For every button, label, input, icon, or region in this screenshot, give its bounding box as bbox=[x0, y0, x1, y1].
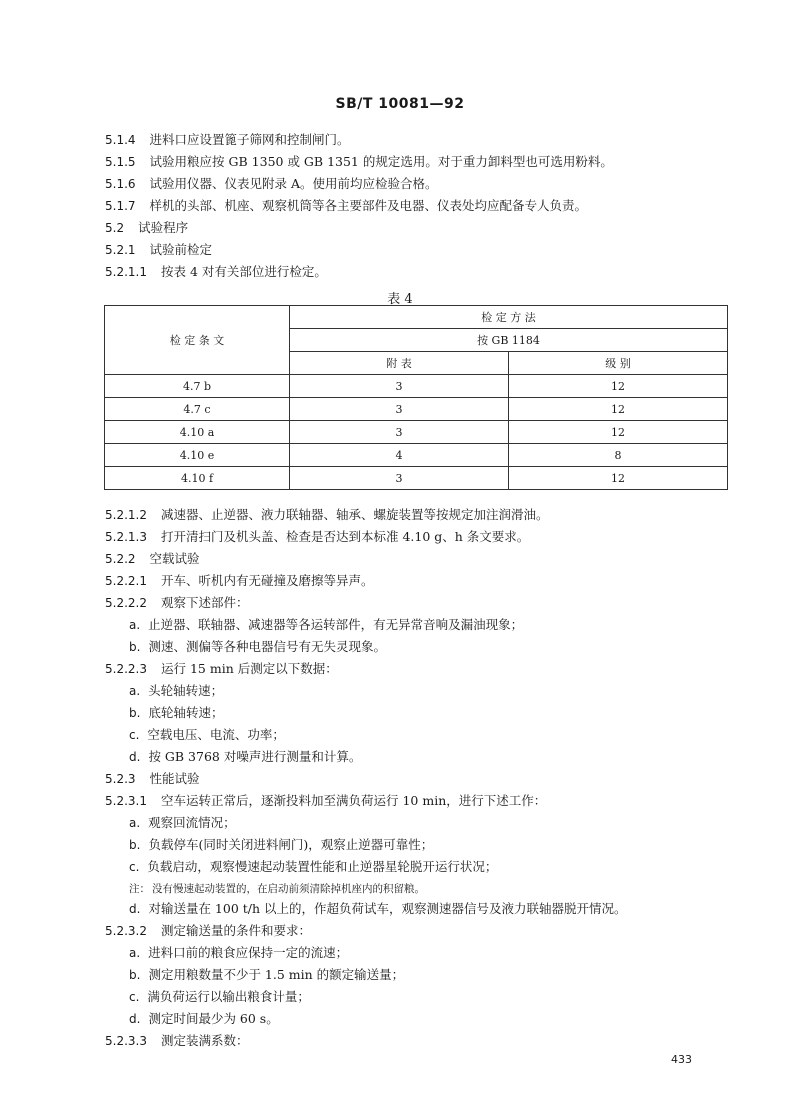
clause-5-2-1-2 bbox=[105, 506, 549, 524]
cell-table: 3 bbox=[290, 421, 509, 444]
item-text: 头轮轴转速； bbox=[148, 683, 224, 698]
list-item bbox=[129, 814, 236, 832]
item-letter: a. bbox=[129, 946, 141, 960]
clause-5-1-7 bbox=[105, 197, 587, 215]
item-letter: a. bbox=[129, 618, 141, 632]
clause-5-2-3-2 bbox=[105, 922, 311, 940]
clause-5-2-1-3 bbox=[105, 528, 529, 546]
item-letter: b. bbox=[129, 640, 141, 654]
clause-5-1-4 bbox=[105, 131, 350, 149]
cell-grade: 12 bbox=[509, 398, 728, 421]
item-text: 负载停车(同时关闭进料闸门)，观察止逆器可靠性； bbox=[148, 837, 434, 852]
clause-text: 进料口应设置篦子筛网和控制闸门。 bbox=[149, 132, 350, 147]
list-item bbox=[129, 900, 627, 918]
item-text: 测定时间最少为 60 s。 bbox=[148, 1011, 279, 1026]
item-text: 负载启动，观察慢速起动装置性能和止逆器星轮脱开运行状况； bbox=[147, 859, 498, 874]
clause-number: 5.2.2.1 bbox=[105, 574, 147, 588]
clause-5-2-3-3 bbox=[105, 1032, 249, 1050]
col-header-clause: 检 定 条 文 bbox=[105, 306, 290, 375]
item-text: 按 GB 3768 对噪声进行测量和计算。 bbox=[148, 749, 362, 764]
clause-text: 开车、听机内有无碰撞及磨擦等异声。 bbox=[160, 573, 374, 588]
item-letter: c. bbox=[129, 990, 140, 1004]
clause-number: 5.2.3 bbox=[105, 772, 136, 786]
cell-clause: 4.7 b bbox=[105, 375, 290, 398]
col-header-attached-table: 附 表 bbox=[290, 352, 509, 375]
note-text: 没有慢速起动装置的，在启动前须清除掉机座内的积留粮。 bbox=[152, 883, 425, 895]
item-text: 空载电压、电流、功率； bbox=[147, 727, 285, 742]
col-header-method: 检 定 方 法 bbox=[290, 306, 728, 329]
list-item bbox=[129, 616, 523, 634]
table-row bbox=[105, 444, 728, 467]
item-letter: c. bbox=[129, 860, 140, 874]
clause-number: 5.2.2.2 bbox=[105, 596, 147, 610]
clause-text: 空载试验 bbox=[149, 551, 200, 566]
clause-text: 性能试验 bbox=[149, 771, 200, 786]
table-row bbox=[105, 398, 728, 421]
cell-table: 3 bbox=[290, 467, 509, 490]
clause-number: 5.2.1 bbox=[105, 243, 136, 257]
clause-number: 5.2.3.3 bbox=[105, 1034, 147, 1048]
cell-table: 3 bbox=[290, 375, 509, 398]
item-text: 进料口前的粮食应保持一定的流速； bbox=[148, 945, 349, 960]
clause-number: 5.2.1.3 bbox=[105, 530, 147, 544]
clause-text: 测定装满系数： bbox=[160, 1033, 249, 1048]
cell-clause: 4.10 f bbox=[105, 467, 290, 490]
list-item bbox=[129, 966, 404, 984]
clause-text: 试验用粮应按 GB 1350 或 GB 1351 的规定选用。对于重力卸料型也可选用粉料。 bbox=[149, 154, 613, 169]
item-letter: b. bbox=[129, 968, 141, 982]
clause-number: 5.1.5 bbox=[105, 155, 136, 169]
note bbox=[129, 880, 425, 898]
list-item bbox=[129, 858, 497, 876]
clause-5-1-5 bbox=[105, 153, 613, 171]
page-number: 433 bbox=[671, 1053, 692, 1066]
clause-number: 5.1.7 bbox=[105, 199, 136, 213]
cell-clause: 4.7 c bbox=[105, 398, 290, 421]
item-text: 对输送量在 100 t/h 以上的，作超负荷试车，观察测速器信号及液力联轴器脱开情况。 bbox=[148, 901, 627, 916]
clause-number: 5.2.1.1 bbox=[105, 265, 147, 279]
cell-table: 4 bbox=[290, 444, 509, 467]
cell-grade: 12 bbox=[509, 375, 728, 398]
list-item bbox=[129, 682, 223, 700]
list-item bbox=[129, 988, 310, 1006]
item-letter: d. bbox=[129, 1012, 141, 1026]
clause-number: 5.2.2.3 bbox=[105, 662, 147, 676]
standard-header: SB/T 10081—92 bbox=[335, 96, 465, 112]
clause-5-1-6 bbox=[105, 175, 438, 193]
cell-clause: 4.10 a bbox=[105, 421, 290, 444]
clause-text: 样机的头部、机座、观察机筒等各主要部件及电器、仪表处均应配备专人负责。 bbox=[149, 198, 588, 213]
item-text: 满负荷运行以输出粮食计量； bbox=[147, 989, 310, 1004]
clause-5-2-1 bbox=[105, 241, 212, 259]
cell-grade: 12 bbox=[509, 421, 728, 444]
col-header-standard: 按 GB 1184 bbox=[290, 329, 728, 352]
item-letter: d. bbox=[129, 750, 141, 764]
cell-grade: 12 bbox=[509, 467, 728, 490]
list-item bbox=[129, 726, 285, 744]
clause-number: 5.1.4 bbox=[105, 133, 136, 147]
section-5-2 bbox=[105, 219, 188, 237]
clause-number: 5.2 bbox=[105, 221, 125, 235]
clause-text: 按表 4 对有关部位进行检定。 bbox=[160, 264, 327, 279]
cell-grade: 8 bbox=[509, 444, 728, 467]
item-text: 测定用粮数量不少于 1.5 min 的额定输送量； bbox=[148, 967, 405, 982]
table-row bbox=[105, 467, 728, 490]
cell-table: 3 bbox=[290, 398, 509, 421]
item-letter: a. bbox=[129, 684, 141, 698]
item-text: 测速、测偏等各种电器信号有无失灵现象。 bbox=[148, 639, 386, 654]
table-row bbox=[105, 375, 728, 398]
clause-text: 空车运转正常后，逐渐投料加至满负荷运行 10 min，进行下述工作： bbox=[160, 793, 547, 808]
list-item bbox=[129, 1010, 279, 1028]
clause-number: 5.1.6 bbox=[105, 177, 136, 191]
table-title: 表 4 bbox=[387, 292, 413, 307]
clause-5-2-2-1 bbox=[105, 572, 374, 590]
item-text: 观察回流情况； bbox=[148, 815, 236, 830]
clause-number: 5.2.1.2 bbox=[105, 508, 147, 522]
clause-text: 运行 15 min 后测定以下数据： bbox=[160, 661, 338, 676]
item-letter: b. bbox=[129, 838, 141, 852]
clause-5-2-3-1 bbox=[105, 792, 546, 810]
clause-5-2-1-1 bbox=[105, 263, 327, 281]
col-header-grade: 级 别 bbox=[509, 352, 728, 375]
clause-number: 5.2.3.2 bbox=[105, 924, 147, 938]
clause-text: 试验程序 bbox=[138, 220, 189, 235]
item-letter: c. bbox=[129, 728, 140, 742]
item-text: 止逆器、联轴器、减速器等各运转部件，有无异常音响及漏油现象； bbox=[148, 617, 524, 632]
clause-text: 试验用仪器、仪表见附录 A。使用前均应检验合格。 bbox=[149, 176, 438, 191]
item-letter: b. bbox=[129, 706, 141, 720]
clause-number: 5.2.3.1 bbox=[105, 794, 147, 808]
inspection-table bbox=[104, 305, 728, 490]
clause-5-2-2-2 bbox=[105, 594, 249, 612]
clause-text: 观察下述部件： bbox=[160, 595, 249, 610]
clause-5-2-2 bbox=[105, 550, 200, 568]
note-label: 注： bbox=[129, 883, 150, 895]
table-row bbox=[105, 421, 728, 444]
list-item bbox=[129, 638, 386, 656]
clause-5-2-3 bbox=[105, 770, 200, 788]
clause-text: 减速器、止逆器、液力联轴器、轴承、螺旋装置等按规定加注润滑油。 bbox=[160, 507, 549, 522]
clause-text: 打开清扫门及机头盖、检查是否达到本标准 4.10 g、h 条文要求。 bbox=[160, 529, 530, 544]
clause-text: 测定输送量的条件和要求： bbox=[160, 923, 311, 938]
item-letter: d. bbox=[129, 902, 141, 916]
clause-text: 试验前检定 bbox=[149, 242, 213, 257]
cell-clause: 4.10 e bbox=[105, 444, 290, 467]
clause-number: 5.2.2 bbox=[105, 552, 136, 566]
list-item bbox=[129, 836, 433, 854]
list-item bbox=[129, 944, 348, 962]
clause-5-2-2-3 bbox=[105, 660, 338, 678]
item-text: 底轮轴转速； bbox=[148, 705, 224, 720]
list-item bbox=[129, 704, 223, 722]
item-letter: a. bbox=[129, 816, 141, 830]
list-item bbox=[129, 748, 361, 766]
